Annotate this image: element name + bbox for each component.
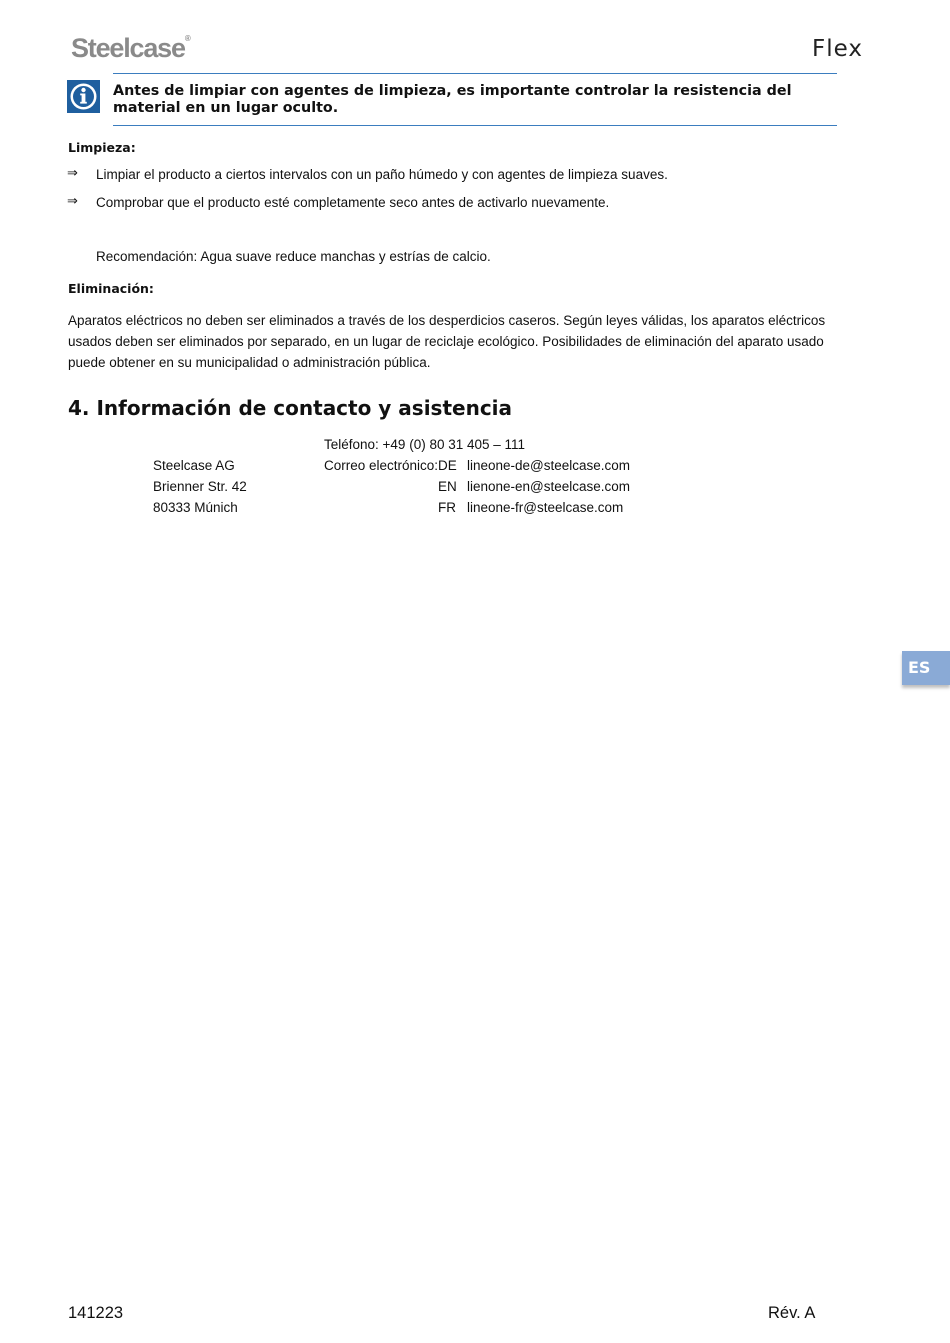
disposal-paragraph: Aparatos eléctricos no deben ser eliminados a través de los desperdicios caseros. Según leyes válidas, los aparatos eléctricos usados deben ser eliminados por separado, en un lugar de reciclaje ecológico. Posibilidades de eliminación del aparato usado puede obtener en su municipalidad o administración pública. <box>68 313 826 370</box>
recommendation-text: Recomendación: Agua suave reduce manchas y estrías de calcio. <box>96 249 491 264</box>
email-lang: EN <box>438 479 457 494</box>
cleaning-item: Comprobar que el producto esté completamente seco antes de activarlo nuevamente. <box>96 195 610 210</box>
bullet-arrow-icon: ⇒ <box>67 166 78 181</box>
language-tab-es[interactable] <box>902 651 950 685</box>
brand-logo: Steelcase® <box>71 33 191 63</box>
info-icon <box>67 80 100 113</box>
email-address[interactable]: lineone-fr@steelcase.com <box>467 500 624 515</box>
address-company: Steelcase AG <box>153 458 235 473</box>
cleaning-notice <box>113 73 837 126</box>
email-label: Correo electrónico: <box>324 458 439 473</box>
cleaning-item: Limpiar el producto a ciertos intervalos con un paño húmedo y con agentes de limpieza suaves. <box>96 167 668 182</box>
address-city: 80333 Múnich <box>153 500 238 515</box>
document-number: 141223 <box>68 1304 124 1322</box>
phone-number: Teléfono: +49 (0) 80 31 405 – 111 <box>324 437 526 452</box>
cleaning-heading: Limpieza: <box>68 140 136 155</box>
bullet-arrow-icon: ⇒ <box>67 194 78 209</box>
address-street: Brienner Str. 42 <box>153 479 247 494</box>
email-address[interactable]: lienone-en@steelcase.com <box>467 479 631 494</box>
notice-text: Antes de limpiar con agentes de limpieza, es importante controlar la resistencia del material en un lugar oculto. <box>113 83 792 116</box>
language-tab-label: ES <box>908 658 931 677</box>
section-title: 4. Información de contacto y asistencia <box>68 396 513 420</box>
email-address[interactable]: lineone-de@steelcase.com <box>467 458 631 473</box>
email-lang: FR <box>438 500 456 515</box>
product-name: Flex <box>812 36 863 62</box>
email-lang: DE <box>438 458 457 473</box>
disposal-heading: Eliminación: <box>68 281 154 296</box>
revision-label: Rév. A <box>768 1304 816 1322</box>
